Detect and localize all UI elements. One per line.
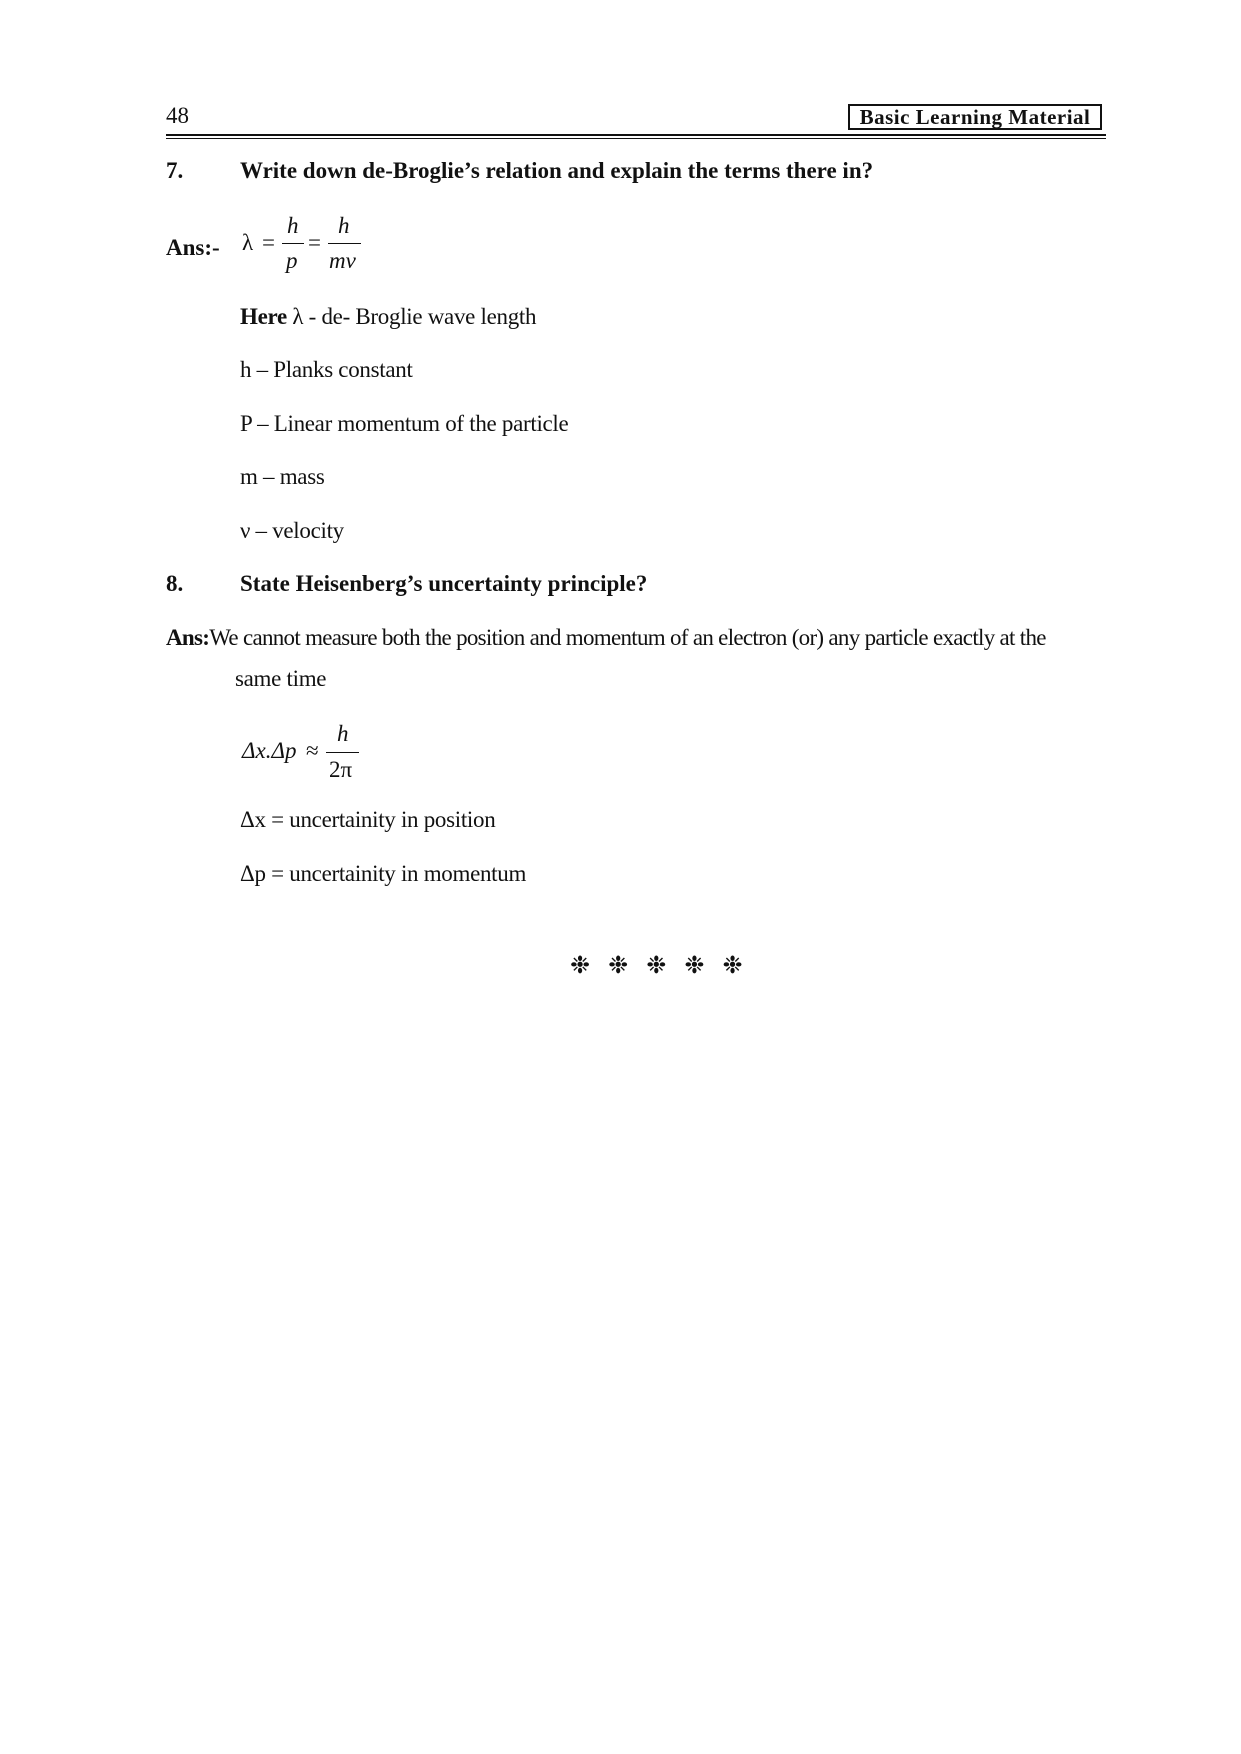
formula-frac1-bar xyxy=(282,243,304,244)
formula-denominator: 2π xyxy=(329,757,353,782)
term-delta-x: Δx = uncertainity in position xyxy=(240,807,496,832)
question-8-text: State Heisenberg’s uncertainty principle? xyxy=(240,571,648,596)
header-rule-thin xyxy=(166,138,1106,139)
formula-approx: ≈ xyxy=(306,738,319,763)
question-7-number: 7. xyxy=(166,158,184,183)
page-number: 48 xyxy=(166,103,189,128)
answer-8-label: Ans: xyxy=(166,625,210,650)
term-lambda-text: λ - de- Broglie wave length xyxy=(292,304,537,329)
formula-frac2-bar xyxy=(328,243,361,244)
formula-frac2-denominator: mv xyxy=(329,248,356,273)
formula-equals-2: = xyxy=(308,230,321,255)
de-broglie-formula xyxy=(240,210,370,280)
formula-frac1-denominator: p xyxy=(286,248,298,273)
end-of-section-stars: ❉ ❉ ❉ ❉ ❉ xyxy=(570,953,749,979)
formula-frac2-numerator: h xyxy=(338,213,350,238)
header-rule xyxy=(166,134,1106,136)
formula-equals-1: = xyxy=(262,230,275,255)
answer-8-line-1 xyxy=(166,624,1046,652)
term-m: m – mass xyxy=(240,464,325,489)
term-v: ν – velocity xyxy=(240,518,344,543)
answer-7-label: Ans:- xyxy=(166,235,220,260)
formula-delta-x-delta-p: Δx.Δp xyxy=(242,738,297,763)
term-h: h – Planks constant xyxy=(240,357,413,382)
formula-frac1-numerator: h xyxy=(287,213,299,238)
answer-8-text: We cannot measure both the position and momentum of an electron (or) any particle exactly at the xyxy=(209,625,1046,650)
term-p: P – Linear momentum of the particle xyxy=(240,411,569,436)
uncertainty-formula xyxy=(240,720,380,792)
formula-numerator: h xyxy=(337,721,349,746)
answer-8-line-2: same time xyxy=(235,666,327,691)
question-7-text: Write down de-Broglie’s relation and explain the terms there in? xyxy=(240,158,874,183)
here-label: Here xyxy=(240,304,287,329)
book-title-box: Basic Learning Material xyxy=(848,104,1102,130)
term-delta-p: Δp = uncertainity in momentum xyxy=(240,861,527,886)
formula-lambda: λ xyxy=(242,230,254,255)
formula-fraction-bar xyxy=(326,752,359,753)
term-lambda xyxy=(240,303,536,331)
question-8-number: 8. xyxy=(166,571,184,596)
